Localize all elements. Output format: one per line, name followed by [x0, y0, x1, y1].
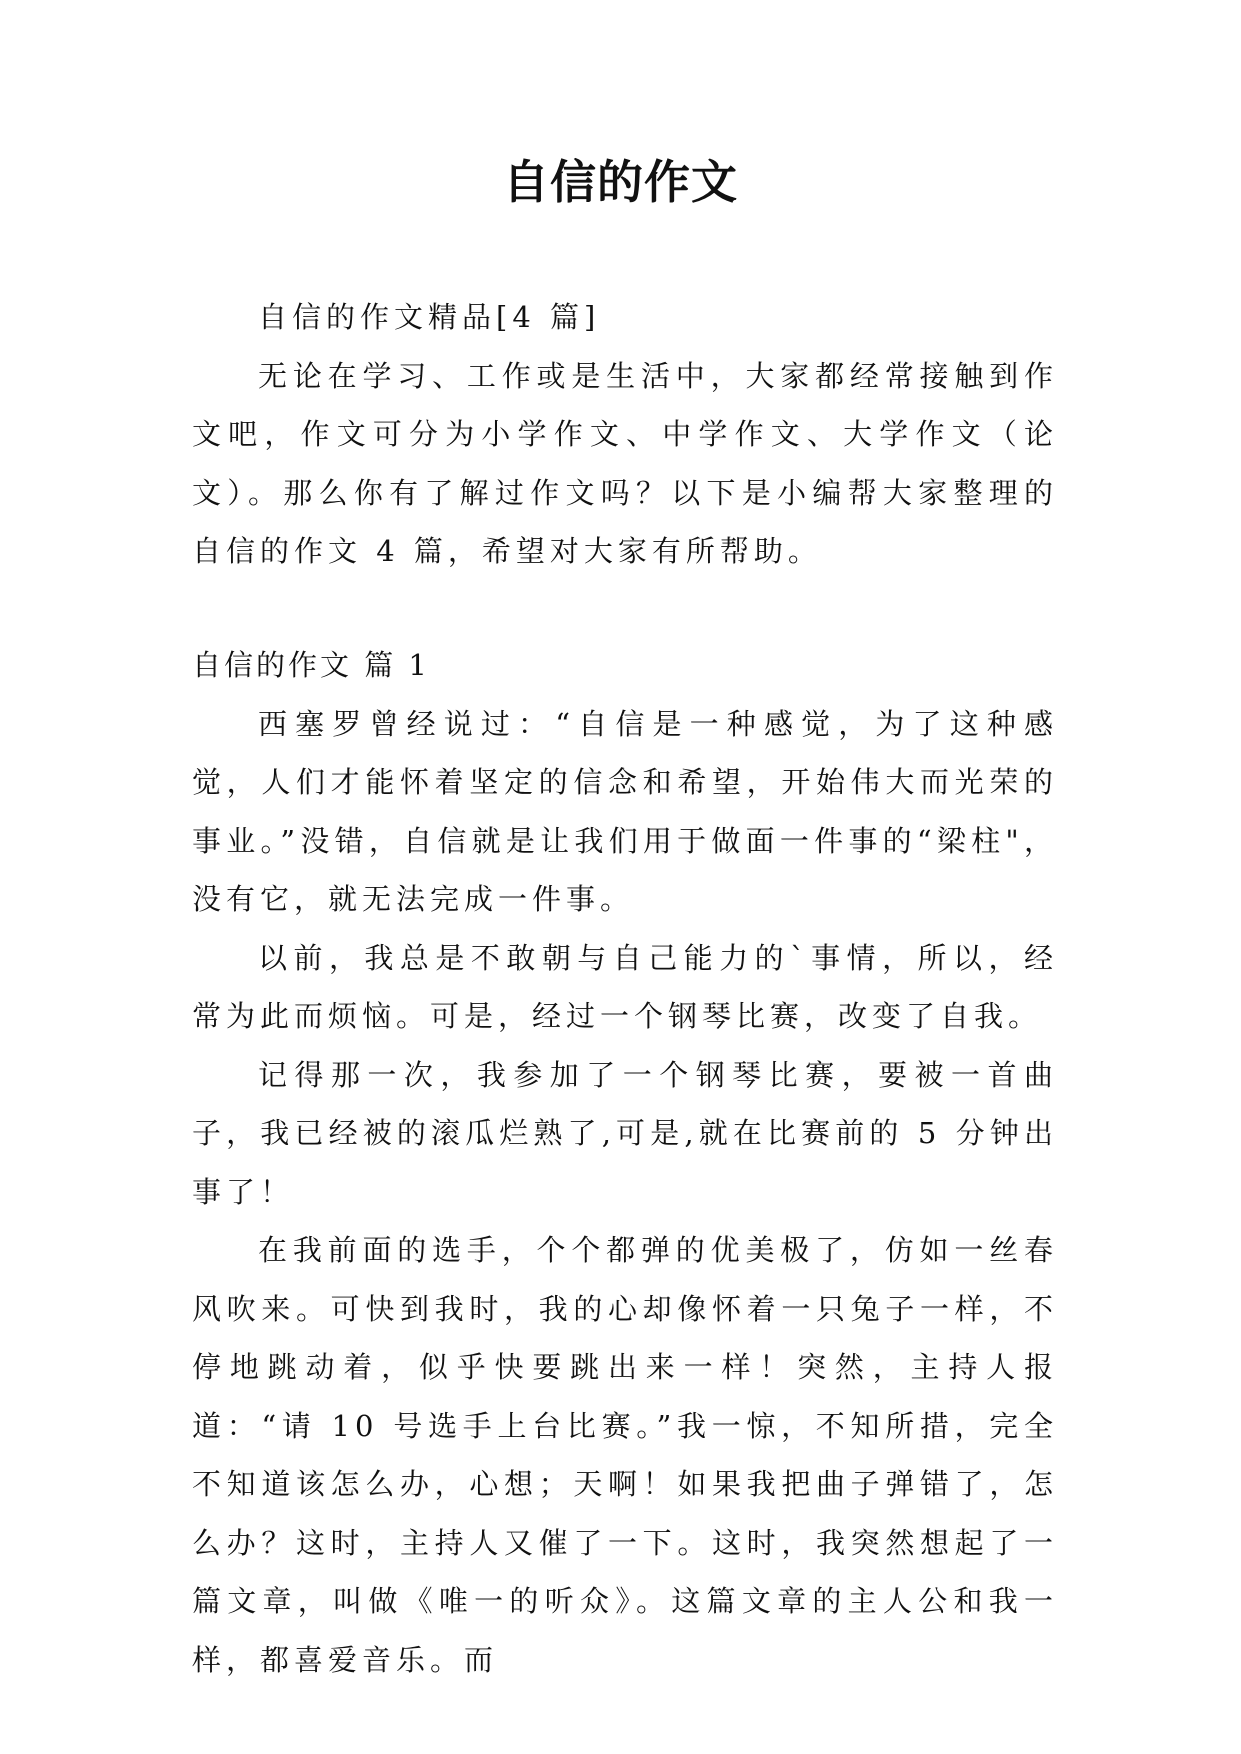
intro-paragraph: 无论在学习、工作或是生活中，大家都经常接触到作文吧，作文可分为小学作文、中学作文、大学作文（论文）。那么你有了解过作文吗？以下是小编帮大家整理的自信的作文 4 篇，希望对大家有所帮助。	[192, 358, 1058, 568]
section-heading: 自信的作文 篇 1	[192, 648, 430, 682]
essay-paragraph: 以前，我总是不敢朝与自己能力的`事情，所以，经常为此而烦恼。可是，经过一个钢琴比赛，改变了自我。	[192, 940, 1058, 1033]
intro-subtitle: 自信的作文精品[4 篇]	[258, 300, 601, 334]
essay-paragraph: 在我前面的选手，个个都弹的优美极了，仿如一丝春风吹来。可快到我时，我的心却像怀着一只兔子一样，不停地跳动着，似乎快要跳出来一样！突然，主持人报道：“请 10 号选手上台比赛。”我一惊，不知所措，完全不知道该怎么办，心想；天啊！如果我把曲子弹错了，怎么办？这时，主持人又催了一下。这时，我突然想起了一篇文章，叫做《唯一的听众》。这篇文章的主人公和我一样，都喜爱音乐。而	[192, 1233, 1058, 1677]
essay-paragraph: 西塞罗曾经说过：“自信是一种感觉，为了这种感觉，人们才能怀着坚定的信念和希望，开始伟大而光荣的事业。”没错，自信就是让我们用于做面一件事的“梁柱"，没有它，就无法完成一件事。	[192, 706, 1058, 916]
essay-section-1	[192, 636, 1058, 1689]
intro-block	[192, 288, 1058, 581]
document-title: 自信的作文	[503, 155, 738, 209]
essay-paragraph: 记得那一次，我参加了一个钢琴比赛，要被一首曲子，我已经被的滚瓜烂熟了,可是,就在比赛前的 5 分钟出事了！	[192, 1057, 1058, 1209]
